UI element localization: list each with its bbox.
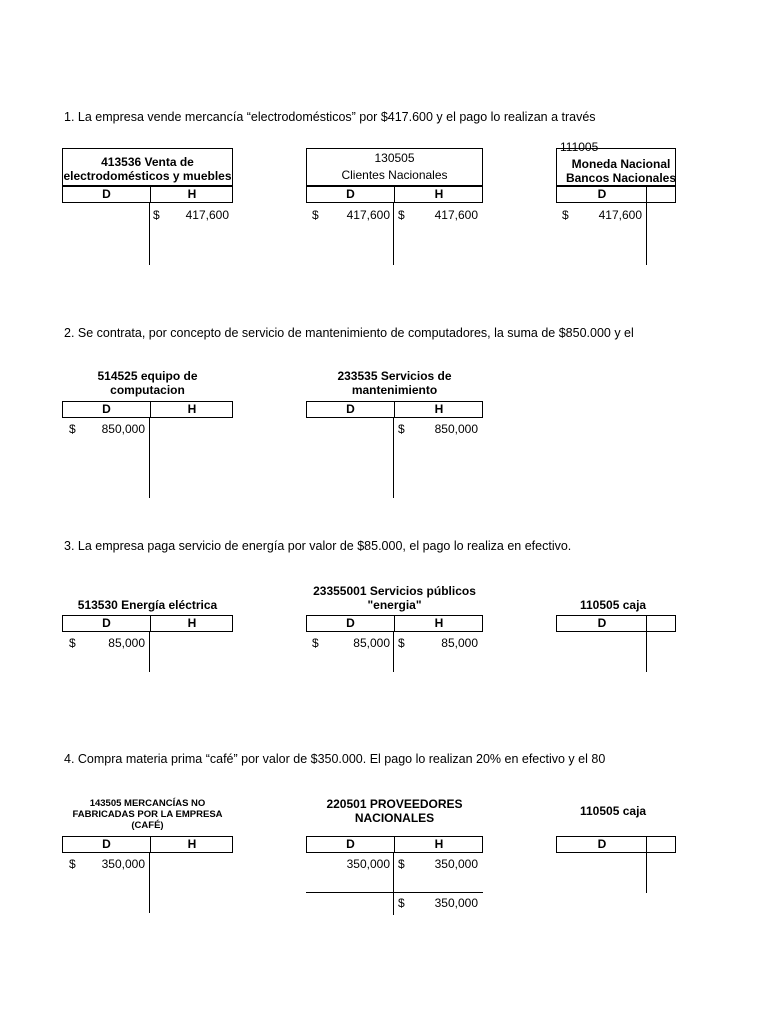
account-110505-caja-header <box>556 836 676 853</box>
exercise-1-statement: 1. La empresa vende mercancía “electrodomésticos” por $417.600 y el pago lo realizan a través <box>64 110 596 124</box>
account-23355001-credit-amount: $ 85,000 <box>398 636 478 650</box>
account-143505-debit-amount: $ 350,000 <box>69 857 145 871</box>
account-514525-title: 514525 equipo de computacion <box>97 369 198 397</box>
debit-header: D <box>597 187 607 201</box>
account-110505-caja-t-line <box>646 615 647 672</box>
credit-header: H <box>150 616 233 631</box>
debit-header: D <box>102 616 111 630</box>
account-130505-credit-amount: $ 417,600 <box>398 208 478 222</box>
debit-header: D <box>102 837 111 851</box>
exercise-2-statement: 2. Se contrata, por concepto de servicio de mantenimiento de computadores, la suma de $850.000 y el <box>64 326 634 340</box>
exercise-4-statement: 4. Compra materia prima “café” por valor de $350.000. El pago lo realizan 20% en efectivo y el 80 <box>64 752 606 766</box>
account-220501-total-amount: $ 350,000 <box>398 896 478 910</box>
account-111005-t-line <box>646 186 647 265</box>
account-233535-t-line <box>393 418 394 498</box>
account-220501-credit-amount: $ 350,000 <box>398 857 478 871</box>
account-110505-caja-header <box>556 615 676 632</box>
account-233535-header <box>306 401 483 418</box>
credit-header: H <box>150 187 233 202</box>
account-110505-caja-t-line <box>646 836 647 893</box>
account-23355001-header <box>306 615 483 632</box>
account-233535-credit-amount: $ 850,000 <box>398 422 478 436</box>
debit-header: D <box>346 402 355 416</box>
account-513530-title: 513530 Energía eléctrica <box>77 598 218 612</box>
debit-header: D <box>346 616 355 630</box>
account-111005-code: 111005 <box>560 140 599 154</box>
account-130505-debit-amount: $ 417,600 <box>312 208 390 222</box>
account-220501-title: 220501 PROVEEDORES NACIONALES <box>326 797 463 825</box>
credit-header: H <box>394 616 483 631</box>
account-220501-total-line <box>306 892 483 893</box>
debit-header: D <box>102 187 111 201</box>
account-23355001-t-line <box>393 632 394 672</box>
account-220501-header <box>306 836 483 853</box>
account-23355001-title: 23355001 Servicios públicos "energia" <box>313 584 476 612</box>
account-514525-header <box>62 401 233 418</box>
account-110505-caja-title: 110505 caja <box>580 598 647 612</box>
account-110505-caja-title: 110505 caja <box>580 804 647 818</box>
account-23355001-debit-amount: $ 85,000 <box>312 636 390 650</box>
account-513530-header <box>62 615 233 632</box>
account-514525-debit-amount: $ 850,000 <box>69 422 145 436</box>
account-143505-title: 143505 MERCANCÍAS NO FABRICADAS POR LA EMPRESA (CAFÉ) <box>72 798 223 831</box>
exercise-3-statement: 3. La empresa paga servicio de energía por valor de $85.000, el pago lo realiza en efectivo. <box>64 539 572 553</box>
credit-header: H <box>394 837 483 852</box>
account-413536-credit-amount: $ 417,600 <box>153 208 229 222</box>
credit-header: H <box>150 837 233 852</box>
account-111005-debit-amount: $ 417,600 <box>562 208 642 222</box>
account-233535-title: 233535 Servicios de mantenimiento <box>337 369 452 397</box>
debit-header: D <box>346 837 355 851</box>
account-513530-debit-amount: $ 85,000 <box>69 636 145 650</box>
account-130505-title: 130505 Clientes Nacionales <box>341 151 448 182</box>
account-220501-debit-amount: 350,000 <box>346 857 390 871</box>
account-513530-t-line <box>149 632 150 672</box>
account-413536-title: 413536 Venta de electrodomésticos y muebles <box>63 155 232 183</box>
account-130505-t-line <box>393 203 394 265</box>
account-130505-header <box>306 186 483 203</box>
debit-header: D <box>346 187 355 201</box>
credit-header: H <box>150 402 233 417</box>
account-514525-t-line <box>149 418 150 498</box>
account-143505-header <box>62 836 233 853</box>
account-111005-title: Moneda Nacional Bancos Nacionales <box>565 157 677 185</box>
account-143505-t-line <box>149 853 150 913</box>
account-413536-t-line <box>149 203 150 265</box>
credit-header: H <box>394 402 483 417</box>
account-111005-header <box>556 186 676 203</box>
debit-header: D <box>102 402 111 416</box>
account-413536-header <box>62 186 233 203</box>
debit-header: D <box>597 837 607 851</box>
credit-header: H <box>394 187 483 202</box>
account-220501-t-line <box>393 853 394 915</box>
debit-header: D <box>597 616 607 630</box>
